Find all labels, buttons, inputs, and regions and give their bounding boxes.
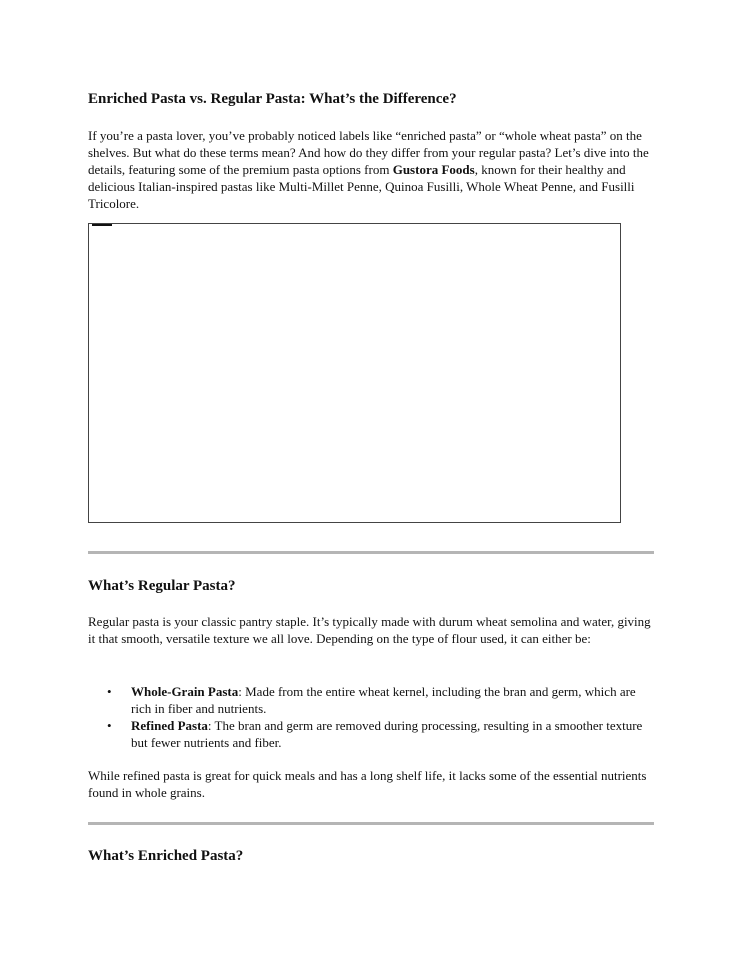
intro-text-before: If you’re a pasta lover, you’ve probably noticed labels like “enriched pasta” or “whole wheat pasta” on the shelves. But what do these terms mean? And how do they differ from your regular pasta? Let’s dive into the details, featuring some of the premium pasta options from	[88, 128, 649, 177]
horizontal-rule	[88, 551, 654, 554]
brand-name: Gustora Foods	[392, 162, 475, 177]
section-heading-regular-pasta: What’s Regular Pasta?	[88, 578, 236, 594]
regular-pasta-closing: While refined pasta is great for quick meals and has a long shelf life, it lacks some of the essential nutrients found in whole grains.	[88, 768, 647, 800]
list-item-text: : Made from the entire wheat kernel, including the bran and germ, which are rich in fiber and nutrients.	[131, 684, 636, 716]
regular-pasta-intro: Regular pasta is your classic pantry staple. It’s typically made with durum wheat semolina and water, giving it that smooth, versatile texture we all love. Depending on the type of flour used, it can either be:	[88, 614, 651, 646]
list-item	[88, 717, 654, 751]
article-title: Enriched Pasta vs. Regular Pasta: What’s the Difference?	[88, 91, 457, 107]
image-placeholder	[88, 223, 621, 523]
intro-text-after: , known for their healthy and delicious Italian-inspired pastas like Multi-Millet Penne, Quinoa Fusilli, Whole Wheat Penne, and Fusilli Tricolore.	[88, 162, 635, 211]
image-corner-mark	[92, 224, 112, 226]
list-item-term: Whole-Grain Pasta	[131, 684, 239, 699]
horizontal-rule	[88, 822, 654, 825]
bullet-icon: •	[107, 718, 112, 733]
pasta-types-list	[88, 683, 654, 751]
bullet-icon: •	[107, 684, 112, 699]
list-item-term: Refined Pasta	[131, 718, 208, 733]
list-item	[88, 683, 654, 717]
intro-paragraph	[88, 127, 654, 212]
section-heading-enriched-pasta: What’s Enriched Pasta?	[88, 848, 244, 864]
list-item-text: : The bran and germ are removed during processing, resulting in a smoother texture but fewer nutrients and fiber.	[131, 718, 643, 750]
